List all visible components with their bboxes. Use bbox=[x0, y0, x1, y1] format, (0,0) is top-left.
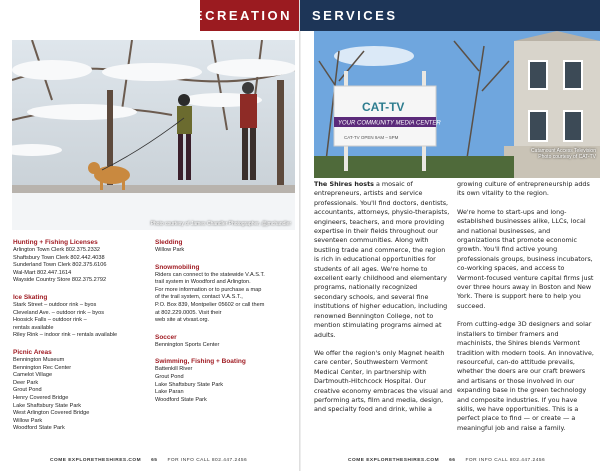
paragraph: growing culture of entrepreneurship adds its own vitality to the region. bbox=[457, 180, 590, 198]
list-item: Riders can connect to the statewide V.A.S.T. bbox=[155, 271, 265, 278]
paragraph-text: a mosaic of entrepreneurs, artists and service professionals. You'll find doctors, dentists, accountants, attorneys, physio-therapists, engineers, teachers, and more providing expertise in their fields throughout our seventeen communities. Along with bustling trade and commerce, the region is rich in educational opportunities for students of all ages. We're home to excellent early childhood and elementary programs, nationally recognized secondary schools, and several fine institutions of higher education, including renowned Bennington College, not to mention stimulating programs aimed at adults. bbox=[314, 180, 450, 339]
paragraph-text: We offer the region's only Magnet health care center, Southwestern Vermont Medical Center, in partnership with Dartmouth-Hitchcock Hospital. Our creative economy embraces the visual and performing arts, film and media, design, and specialty food and drink, while a bbox=[314, 348, 452, 414]
category-hunting bbox=[13, 239, 148, 285]
footer-domain: COME EXPLORETHESHIRES.COM bbox=[348, 458, 440, 463]
footer-domain: COME EXPLORETHESHIRES.COM bbox=[50, 458, 142, 463]
list-item: For more information or to purchase a map bbox=[155, 286, 262, 293]
list-item: Woodford State Park bbox=[155, 396, 207, 403]
list-item: Bennington Sports Center bbox=[155, 341, 220, 348]
list-item: Wal-Mart 802.447.1614 bbox=[13, 269, 72, 276]
services-header bbox=[300, 0, 600, 31]
category-title: Ice Skating bbox=[13, 293, 48, 301]
list-item: Lake Shaftsbury State Park bbox=[155, 381, 224, 388]
paragraph: We're home to start-ups and long-established businesses alike, LLCs, local and national businesses, and organizations that promote economic growth. You'll find active young professionals groups, business incubators, co-working spaces, and access to Vermont-focused venture capital firms just over three hours away in Boston and New York. There is support here to help you succeed. bbox=[457, 207, 594, 310]
sign-logo: CAT-TV bbox=[362, 100, 405, 114]
list-item: Willow Park bbox=[155, 247, 185, 253]
sign-banner: YOUR COMMUNITY MEDIA CENTER bbox=[338, 120, 441, 127]
list-item: Riley Rink – indoor rink – rentals available bbox=[13, 332, 118, 339]
body-column-2 bbox=[457, 180, 594, 442]
category-ice-skating bbox=[13, 294, 148, 340]
listings-column-b bbox=[155, 239, 298, 413]
list-item: Bennington Museum bbox=[13, 356, 65, 363]
list-item: P.O. Box 839, Montpelier 05602 or call them bbox=[155, 301, 265, 308]
footer-info: FOR INFO CALL 802.447.2456 bbox=[465, 458, 546, 463]
list-item: Wayside Country Store 802.375.2792 bbox=[13, 277, 107, 284]
list-item: Willow Park bbox=[13, 417, 43, 424]
paragraph bbox=[314, 180, 452, 340]
category-swimming bbox=[155, 358, 298, 404]
footer-left bbox=[50, 458, 247, 463]
list-item: Sunderland Town Clerk 802.375.6106 bbox=[13, 262, 107, 269]
list-item: Shaftsbury Town Clerk 802.442.4038 bbox=[13, 254, 105, 261]
list-item: web site at vtvast.org. bbox=[155, 317, 210, 324]
photo-credit-right bbox=[531, 148, 596, 160]
list-item: Henry Covered Bridge bbox=[13, 394, 69, 401]
list-item: Bennington Rec Center bbox=[13, 364, 72, 371]
category-title: Soccer bbox=[155, 333, 177, 341]
category-title: Hunting + Fishing Licenses bbox=[13, 239, 98, 246]
category-soccer bbox=[155, 334, 298, 350]
list-item: Lake Paran bbox=[155, 389, 184, 396]
list-item: rentals available bbox=[13, 324, 54, 331]
recreation-section-title: RECREATION bbox=[182, 8, 292, 23]
list-item: at 802.229.0005. Visit their bbox=[155, 309, 222, 316]
list-item: Grout Pond bbox=[155, 373, 184, 380]
photo-credit-right-line1: Catamount Access Television bbox=[531, 148, 596, 154]
list-item: Deer Park bbox=[13, 379, 39, 386]
paragraph: From cutting-edge 3D designers and solar installers to timber framers and machinists, the Shires blends Vermont tradition with modern tools. An innovative, resourceful, can-do attitude prevails, whether the doers are our craft brewers and artisans or those involved in our expanding base in the green technology and composite industries. If you have skills, we have opportunities. This is a perfect place to find — or create — a meaningful job and raise a family. bbox=[457, 320, 594, 432]
category-title: Sledding bbox=[155, 239, 183, 246]
category-picnic-areas bbox=[13, 349, 148, 433]
category-title: Picnic Areas bbox=[13, 348, 52, 356]
list-item: Hoosick Falls – outdoor rink – bbox=[13, 317, 87, 324]
list-item: Cleveland Ave. – outdoor rink – byos bbox=[13, 309, 105, 316]
list-item: of the trail system, contact V.A.S.T., bbox=[155, 294, 243, 301]
category-snowmobiling bbox=[155, 264, 298, 325]
list-item: Lake Shaftsbury State Park bbox=[13, 402, 82, 409]
photo-credit-right-line2: Photo courtesy of CAT-TV bbox=[538, 154, 596, 160]
services-page bbox=[300, 0, 600, 471]
category-sledding bbox=[155, 239, 298, 255]
list-item: Camelot Village bbox=[13, 372, 53, 379]
list-item: Arlington Town Clerk 802.375.2332 bbox=[13, 247, 100, 253]
dog-walk-photo bbox=[12, 40, 295, 230]
services-section-title: SERVICES bbox=[312, 8, 398, 23]
list-item: Woodford State Park bbox=[13, 425, 65, 432]
lead-in: The Shires hosts bbox=[314, 180, 374, 188]
paragraph bbox=[314, 349, 452, 415]
list-item: Grout Pond bbox=[13, 387, 42, 394]
footer-info: FOR INFO CALL 802.447.2456 bbox=[167, 458, 248, 463]
body-column-1 bbox=[314, 180, 452, 424]
cat-tv-photo bbox=[314, 31, 600, 178]
list-item: West Arlington Covered Bridge bbox=[13, 410, 90, 417]
category-title: Swimming, Fishing + Boating bbox=[155, 358, 246, 366]
page-number: 66 bbox=[449, 458, 456, 463]
listings-column-a bbox=[13, 239, 148, 442]
page-number: 65 bbox=[151, 458, 158, 463]
sign-hours: CAT-TV OPEN 9AM – 5PM bbox=[344, 135, 399, 140]
photo-credit-left: Photo courtesy of James Chandler Photographer, @jmchandler bbox=[150, 221, 291, 227]
snowy-trail-illustration bbox=[12, 40, 295, 230]
footer-right bbox=[348, 458, 545, 463]
category-title: Snowmobiling bbox=[155, 263, 200, 271]
list-item: Battenkill River bbox=[155, 366, 193, 373]
list-item: Stark Street – outdoor rink – byos bbox=[13, 301, 97, 308]
list-item: trail system in Woodford and Arlington. bbox=[155, 279, 251, 286]
